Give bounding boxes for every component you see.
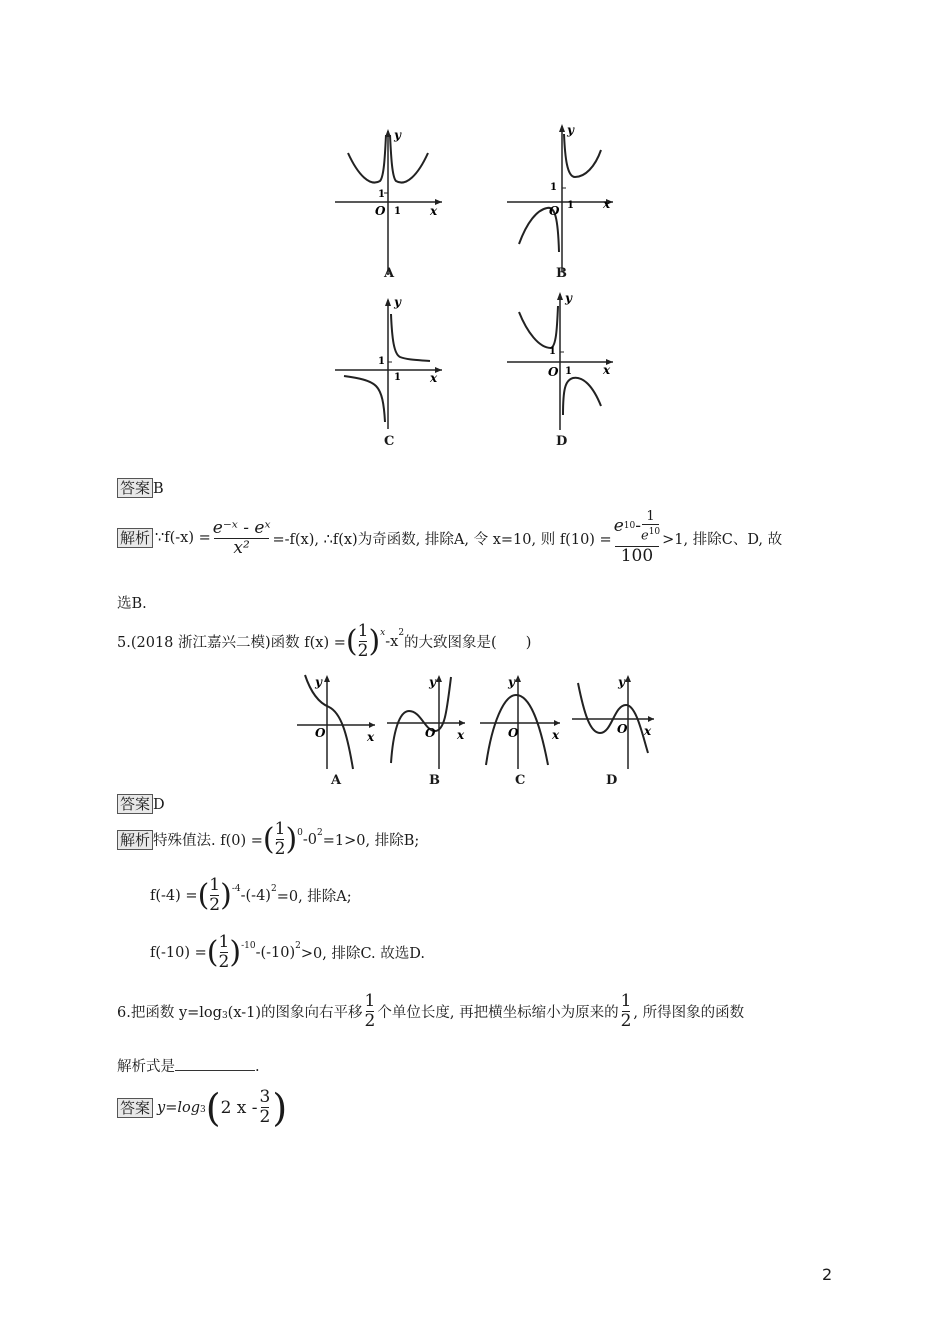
q5-analysis-line3: f(-10) = ( $\frac{1}{2}$ ) $^{-10}$ -(-10) $^2$ >0, 排除C. 故选D. — [150, 932, 425, 972]
svg-text:y: y — [429, 675, 436, 689]
q4-analysis-part1: ∵f(-x) = — [155, 530, 211, 547]
svg-text:x: x — [367, 730, 375, 744]
q5-answer-line — [117, 794, 165, 814]
svg-text:1: 1 — [378, 189, 385, 200]
q5-analysis-line1: 解析 特殊值法. f(0) = ( $\frac{1}{2}$ ) $^0$ -0 $^2$ =1>0, 排除B; — [117, 820, 419, 859]
q4-graph-d — [505, 290, 625, 435]
svg-text:x: x — [430, 371, 438, 385]
svg-text:y: y — [394, 295, 401, 309]
q5-graph-d — [570, 673, 660, 773]
svg-text:y: y — [618, 675, 625, 689]
q4-analysis-part2: =-f(x), ∴f(x)为奇函数, 排除A, 令 x=10, 则 f(10) = — [272, 531, 612, 548]
q5-graph-d-label: D — [606, 773, 618, 788]
svg-text:1: 1 — [378, 356, 385, 367]
svg-text:1: 1 — [394, 372, 401, 383]
svg-text:y: y — [565, 291, 572, 305]
svg-text:O: O — [315, 726, 326, 740]
svg-text:O: O — [508, 726, 519, 740]
svg-text:x: x — [457, 728, 465, 742]
q5-graph-c — [478, 673, 568, 773]
answer-tag: 答案 — [117, 1098, 153, 1118]
q5-analysis-line2: f(-4) = ( $\frac{1}{2}$ ) $^{-4}$ -(-4) $^2$ =0, 排除A; — [150, 875, 352, 915]
svg-text:1: 1 — [549, 346, 556, 357]
q4-analysis-line — [117, 510, 782, 566]
q4-answer-line — [117, 478, 164, 498]
q4-analysis-line2: 选B. — [117, 596, 147, 612]
q4-graph-b-label: B — [556, 266, 567, 281]
answer-tag: 答案 — [117, 478, 153, 498]
q5-graph-b-label: B — [429, 773, 440, 788]
svg-text:O: O — [617, 722, 628, 736]
svg-text:1: 1 — [565, 366, 572, 377]
q6-answer-line: 答案 y=log 3 ( 2 x - $\frac{3}{2}$ ) — [117, 1088, 287, 1127]
q4-graph-a — [330, 125, 450, 285]
q5-graph-b — [385, 673, 475, 773]
svg-text:1: 1 — [550, 182, 557, 193]
svg-text:O: O — [549, 204, 560, 218]
answer-blank — [175, 1056, 255, 1071]
svg-text:1: 1 — [567, 200, 574, 211]
q4-graph-c-label: C — [384, 434, 395, 449]
q6-stem-line1: 6.把函数 y=log $_3$ (x-1)的图象向右平移 $\frac{1}{2}$ 个单位长度, 再把横坐标缩小为原来的 $\frac{1}{2}$ , 所得图象的函数 — [117, 991, 745, 1031]
q5-graph-c-label: C — [515, 773, 526, 788]
svg-text:O: O — [375, 204, 386, 218]
analysis-tag: 解析 — [117, 830, 153, 850]
q4-graph-c — [330, 294, 450, 434]
svg-text:x: x — [552, 728, 560, 742]
q5-stem: 5.(2018 浙江嘉兴二模)函数 f(x) = ( $\frac{1}{2}$ ) $^x$ -x $^2$ 的大致图象是( ) — [117, 621, 532, 661]
q4-graph-d-label: D — [556, 434, 568, 449]
q5-graph-a-label: A — [331, 773, 342, 788]
q4-answer: B — [153, 481, 164, 497]
svg-text:y: y — [508, 675, 515, 689]
svg-text:y: y — [315, 675, 322, 689]
svg-text:1: 1 — [394, 206, 401, 217]
q4-fraction-1: $\frac{\text{e⁻ˣ - eˣ}}{\text{x²}}$ — [212, 517, 271, 558]
q5-answer: D — [153, 797, 165, 813]
svg-text:y: y — [567, 123, 574, 137]
analysis-tag: 解析 — [117, 528, 153, 548]
q4-fraction-2: e 10 - $\frac{1}{e^{10}}$ 100 — [613, 509, 661, 567]
q4-graph-b — [505, 122, 625, 282]
svg-text:O: O — [425, 726, 436, 740]
q5-graph-a — [293, 673, 383, 773]
answer-tag: 答案 — [117, 794, 153, 814]
svg-text:x: x — [644, 724, 652, 738]
q6-stem-line2: 解析式是 . — [117, 1055, 260, 1076]
q4-analysis-part3: >1, 排除C、D, 故 — [662, 531, 783, 548]
q4-graph-a-label: A — [384, 266, 395, 281]
svg-text:O: O — [548, 365, 559, 379]
svg-text:y: y — [394, 128, 401, 142]
page-number: 2 — [822, 1265, 833, 1284]
svg-text:x: x — [430, 204, 438, 218]
svg-text:x: x — [603, 197, 611, 211]
svg-text:x: x — [603, 363, 611, 377]
